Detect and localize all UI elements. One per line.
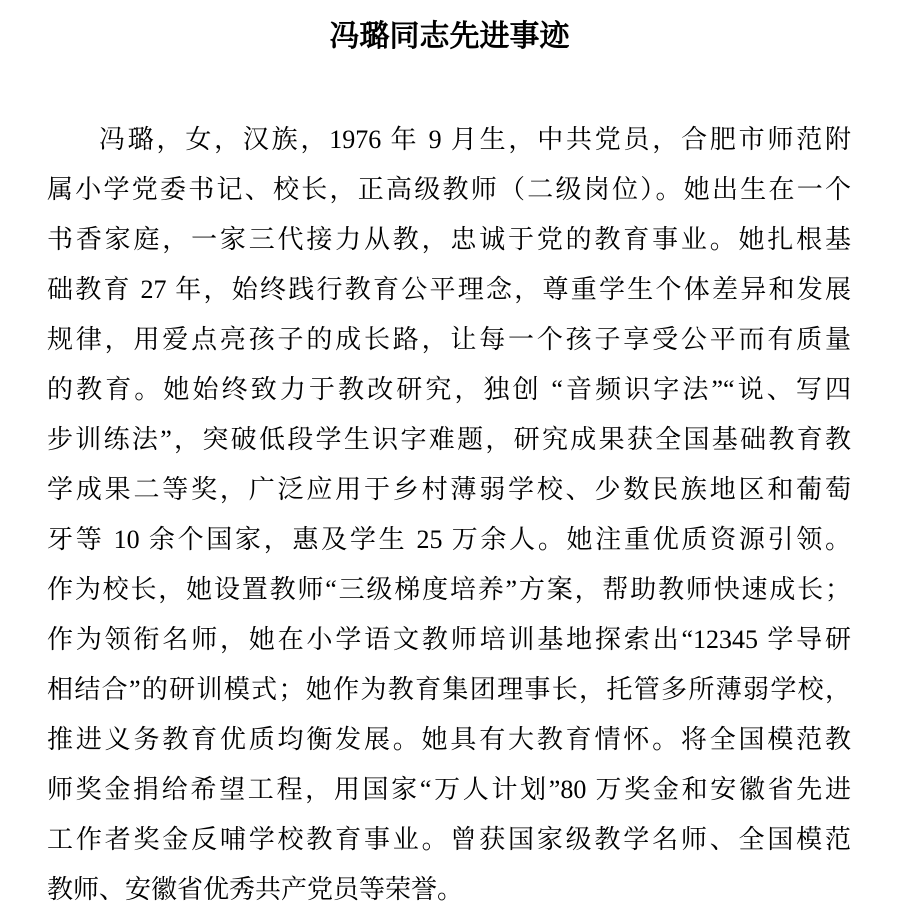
paragraph-line: 牙等 10 余个国家，惠及学生 25 万余人。她注重优质资源引领。 bbox=[47, 525, 851, 554]
paragraph-line: 础教育 27 年，始终践行教育公平理念，尊重学生个体差异和发展 bbox=[47, 275, 851, 304]
paragraph-line: 学成果二等奖，广泛应用于乡村薄弱学校、少数民族地区和葡萄 bbox=[47, 475, 851, 504]
paragraph-line: 教师、安徽省优秀共产党员等荣誉。 bbox=[47, 875, 464, 904]
paragraph-line: 师奖金捐给希望工程，用国家“万人计划”80 万奖金和安徽省先进 bbox=[47, 775, 851, 804]
paragraph-line: 的教育。她始终致力于教改研究，独创 “音频识字法”“说、写四 bbox=[47, 375, 851, 404]
paragraph-line: 步训练法”，突破低段学生识字难题，研究成果获全国基础教育教 bbox=[47, 425, 851, 454]
document-title: 冯璐同志先进事迹 bbox=[329, 20, 570, 53]
paragraph-line: 书香家庭，一家三代接力从教，忠诚于党的教育事业。她扎根基 bbox=[47, 225, 851, 254]
paragraph-line: 属小学党委书记、校长，正高级教师（二级岗位）。她出生在一个 bbox=[47, 175, 851, 204]
paragraph-line: 作为校长，她设置教师“三级梯度培养”方案，帮助教师快速成长； bbox=[47, 575, 851, 604]
paragraph-line: 作为领衔名师，她在小学语文教师培训基地探索出“12345 学导研 bbox=[47, 625, 851, 654]
paragraph-line: 推进义务教育优质均衡发展。她具有大教育情怀。将全国模范教 bbox=[47, 725, 851, 754]
paragraph-line: 工作者奖金反哺学校教育事业。曾获国家级教学名师、全国模范 bbox=[47, 825, 851, 854]
paragraph-line: 相结合”的研训模式；她作为教育集团理事长，托管多所薄弱学校， bbox=[47, 675, 851, 704]
paragraph-line: 冯璐，女，汉族，1976 年 9 月生，中共党员，合肥市师范附 bbox=[99, 125, 851, 154]
document-paragraph bbox=[47, 115, 851, 915]
paragraph-line: 规律，用爱点亮孩子的成长路，让每一个孩子享受公平而有质量 bbox=[47, 325, 851, 354]
